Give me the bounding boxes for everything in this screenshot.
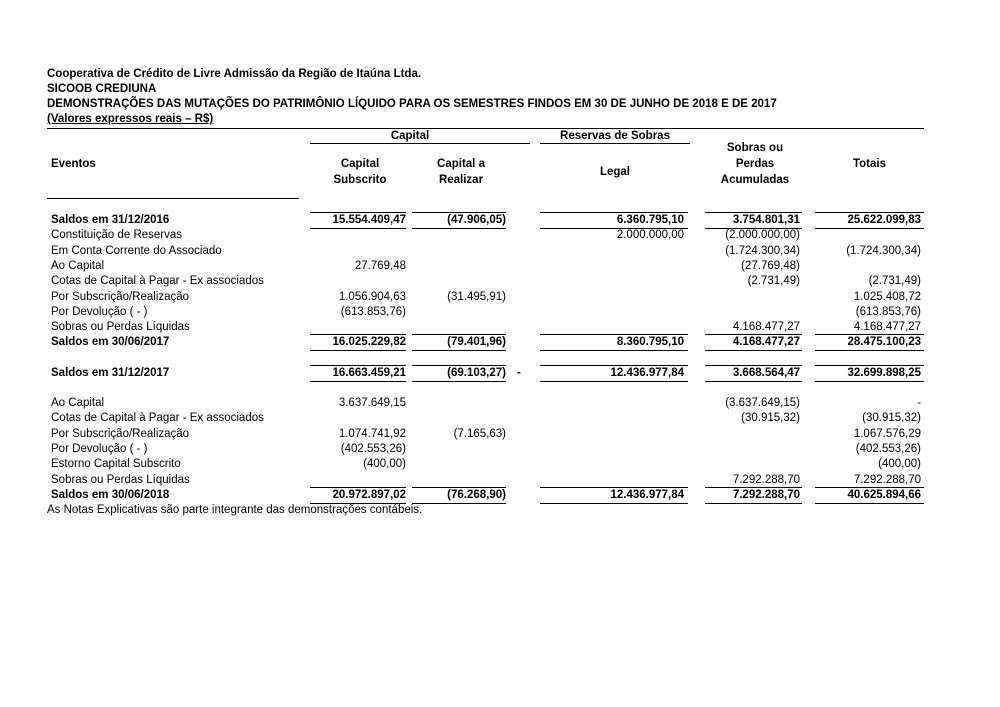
cell-c3: 6.360.795,10	[616, 214, 684, 226]
cell-c1: 20.972.897,02	[332, 489, 406, 501]
row-label: Por Subscrição/Realização	[51, 428, 190, 440]
balance-rule-bottom	[815, 228, 924, 229]
cell-c5: (400,00)	[878, 458, 921, 470]
balance-rule-bottom	[705, 503, 802, 504]
balance-rule-top	[412, 365, 506, 366]
cell-c2: (47.906,05)	[447, 214, 506, 226]
cell-c1: (613.853,76)	[340, 306, 406, 318]
cell-c4: 4.168.477,27	[732, 321, 800, 333]
balance-rule-top	[815, 365, 924, 366]
cell-c5: 1.025.408,72	[853, 291, 921, 303]
row-label: Saldos em 31/12/2017	[51, 367, 170, 379]
capital-realizar-header: Capital a Realizar	[437, 158, 485, 186]
statement-title: DEMONSTRAÇÕES DAS MUTAÇÕES DO PATRIMÔNIO LÍQUIDO PARA OS SEMESTRES FINDOS EM 30 DE JUNHO DE 2018 E DE 2017	[47, 98, 777, 110]
cell-c1: (400,00)	[363, 458, 406, 470]
balance-rule-bottom	[815, 503, 924, 504]
balance-rule-bottom	[540, 503, 688, 504]
cell-c4: 4.168.477,27	[732, 336, 800, 348]
company-name: Cooperativa de Crédito de Livre Admissão da Região de Itaúna Ltda.	[47, 68, 422, 80]
row-label: Estorno Capital Subscrito	[51, 458, 181, 470]
cell-c1: 1.056.904,63	[338, 291, 406, 303]
row-label: Cotas de Capital à Pagar - Ex associados	[51, 412, 264, 424]
cell-c4: 3.754.801,31	[732, 214, 800, 226]
totais-header: Totais	[852, 158, 886, 170]
cell-c5: (30.915,32)	[862, 412, 921, 424]
balance-rule-top	[815, 334, 924, 335]
balance-rule-top	[705, 334, 802, 335]
row-label: Cotas de Capital à Pagar - Ex associados	[51, 275, 264, 287]
currency-note: (Valores expressos reais – R$)	[47, 113, 214, 125]
balance-rule-bottom	[815, 381, 924, 382]
balance-rule-top	[705, 365, 802, 366]
capital-subscrito-header: Capital Subscrito	[333, 158, 387, 186]
row-label: Sobras ou Perdas Líquidas	[51, 321, 190, 333]
footnote: As Notas Explicativas são parte integrante das demonstrações contábeis.	[47, 504, 423, 516]
row-label: Em Conta Corrente do Associado	[51, 245, 222, 257]
row-label: Ao Capital	[51, 397, 105, 409]
row-label: Por Subscrição/Realização	[51, 291, 190, 303]
cell-c2: (79.401,96)	[447, 336, 506, 348]
cell-c4: (2.000.000,00)	[725, 229, 800, 241]
cell-c4: (30.915,32)	[741, 412, 800, 424]
cell-c1: 16.663.459,21	[332, 367, 406, 379]
cell-c5: 25.622.099,83	[847, 214, 921, 226]
cell-c1: 1.074.741,92	[338, 428, 406, 440]
cell-c5: (613.853,76)	[855, 306, 921, 318]
eventos-header: Eventos	[51, 158, 96, 170]
cell-c5: 1.067.576,29	[853, 428, 921, 440]
balance-rule-top	[310, 212, 406, 213]
cell-c5: (2.731,49)	[868, 275, 921, 287]
cell-c4: 7.292.288,70	[732, 474, 800, 486]
balance-rule-bottom	[412, 350, 506, 351]
balance-rule-bottom	[705, 381, 802, 382]
cell-c5: 40.625.894,66	[847, 489, 921, 501]
balance-rule-top	[815, 487, 924, 488]
cell-c1: (402.553,26)	[340, 443, 406, 455]
balance-rule-bottom	[310, 381, 406, 382]
balance-rule-bottom	[540, 381, 688, 382]
balance-rule-bottom	[412, 381, 506, 382]
cell-c4: (2.731,49)	[747, 275, 800, 287]
cell-c4: (3.637.649,15)	[725, 397, 800, 409]
cell-c5: (402.553,26)	[855, 443, 921, 455]
balance-rule-top	[310, 365, 406, 366]
cooperative-short-name: SICOOB CREDIUNA	[47, 83, 157, 95]
cell-c3: 12.436.977,84	[610, 367, 684, 379]
row-label: Sobras ou Perdas Líquidas	[51, 474, 190, 486]
cell-c1: 27.769,48	[354, 260, 406, 272]
cell-c1: 16.025.229,82	[332, 336, 406, 348]
balance-rule-bottom	[540, 350, 688, 351]
capital-group-header: Capital	[390, 130, 430, 142]
row-label: Saldos em 31/12/2016	[51, 214, 170, 226]
balance-rule-top	[540, 334, 688, 335]
cell-c5: -	[917, 397, 921, 409]
balance-rule-top	[705, 212, 802, 213]
sobras-perdas-header: Sobras ou Perdas Acumuladas	[720, 142, 790, 186]
cell-c5: 7.292.288,70	[853, 474, 921, 486]
row-label: Por Devolução ( - )	[51, 306, 148, 318]
balance-rule-top	[412, 334, 506, 335]
cell-c1: 15.554.409,47	[332, 214, 406, 226]
cell-c2: (7.165,63)	[453, 428, 506, 440]
row-label: Saldos em 30/06/2018	[51, 489, 170, 501]
cell-c3: 8.360.795,10	[616, 336, 684, 348]
balance-rule-top	[540, 212, 688, 213]
cell-c4: (27.769,48)	[741, 260, 800, 272]
legal-header: Legal	[599, 166, 631, 178]
balance-rule-top	[310, 334, 406, 335]
cell-c4: 3.668.564,47	[732, 367, 800, 379]
balance-rule-bottom	[705, 350, 802, 351]
balance-rule-bottom	[310, 350, 406, 351]
balance-rule-top	[540, 487, 688, 488]
balance-rule-top	[310, 487, 406, 488]
balance-rule-bottom	[412, 228, 506, 229]
cell-c2: (31.495,91)	[447, 291, 506, 303]
balance-rule-bottom	[310, 228, 406, 229]
balance-rule-top	[540, 365, 688, 366]
balance-rule-top	[815, 212, 924, 213]
row-label: Ao Capital	[51, 260, 105, 272]
cell-dash: -	[517, 367, 521, 379]
cell-c4: 7.292.288,70	[732, 489, 800, 501]
cell-c5: 32.699.898,25	[847, 367, 921, 379]
balance-rule-top	[412, 212, 506, 213]
row-label: Saldos em 30/06/2017	[51, 336, 170, 348]
eventos-header-rule	[47, 198, 299, 199]
cell-c5: 28.475.100,23	[847, 336, 921, 348]
cell-c3: 2.000.000,00	[616, 229, 684, 241]
cell-c4: (1.724.300,34)	[725, 245, 800, 257]
balance-rule-top	[412, 487, 506, 488]
row-label: Por Devolução ( - )	[51, 443, 148, 455]
cell-c1: 3.637.649,15	[338, 397, 406, 409]
cell-c2: (69.103,27)	[447, 367, 506, 379]
balance-rule-top	[705, 487, 802, 488]
balance-rule-bottom	[412, 503, 506, 504]
cell-c2: (76.268,90)	[447, 489, 506, 501]
balance-rule-bottom	[815, 350, 924, 351]
reservas-group-header: Reservas de Sobras	[560, 130, 670, 142]
cell-c5: (1.724.300,34)	[846, 245, 921, 257]
row-label: Constituição de Reservas	[51, 229, 183, 241]
cell-c5: 4.168.477,27	[853, 321, 921, 333]
cell-c3: 12.436.977,84	[610, 489, 684, 501]
